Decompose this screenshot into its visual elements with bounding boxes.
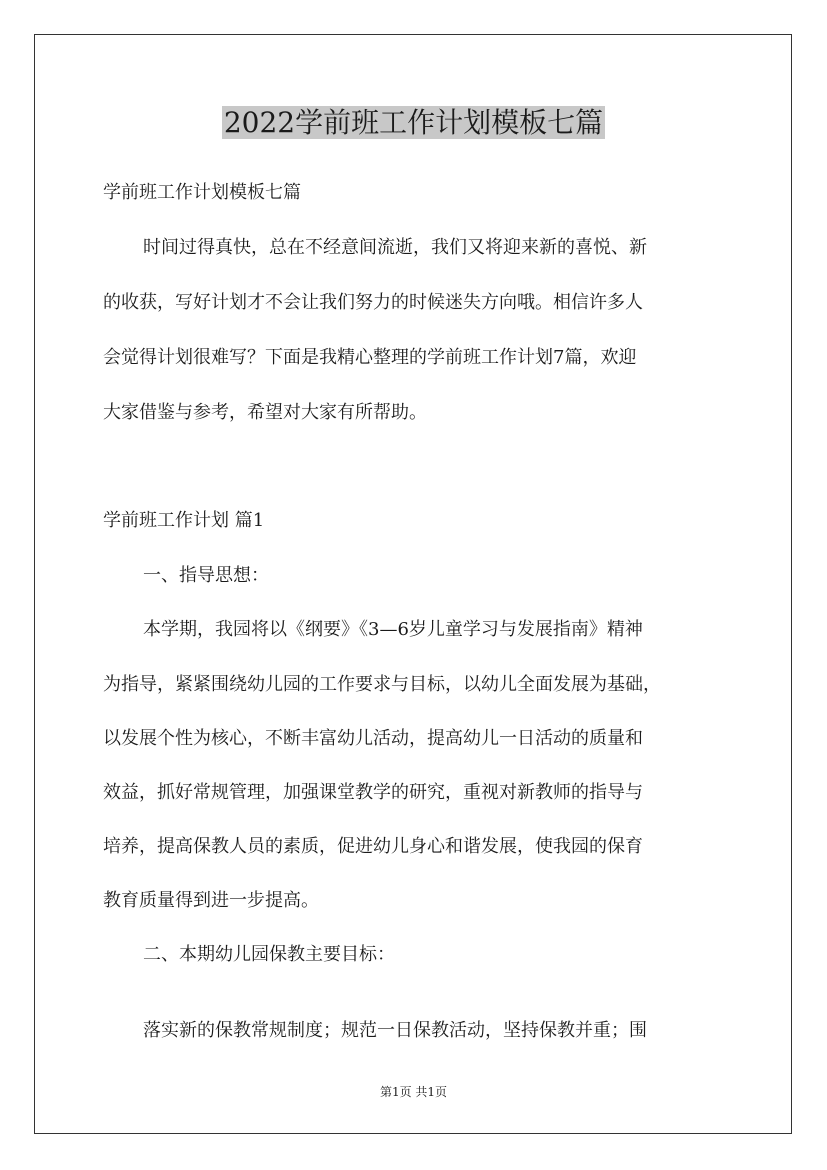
part1-line-6: 教育质量得到进一步提高。 [103, 890, 319, 911]
section-heading: 学前班工作计划 篇1 [103, 510, 265, 531]
intro-line-4: 大家借鉴与参考，希望对大家有所帮助。 [103, 402, 427, 423]
page-footer: 第1页 共1页 [379, 1085, 448, 1099]
part1-line-5: 培养，提高保教人员的素质，促进幼儿身心和谐发展，使我园的保育 [103, 836, 643, 857]
intro-line-2: 的收获，写好计划才不会让我们努力的时候迷失方向哦。相信许多人 [103, 292, 643, 313]
part1-heading: 一、指导思想： [143, 565, 269, 586]
part1-line-2: 为指导，紧紧围绕幼儿园的工作要求与目标，以幼儿全面发展为基础， [103, 674, 661, 695]
part1-line-4: 效益，抓好常规管理，加强课堂教学的研究，重视对新教师的指导与 [103, 782, 643, 803]
document-title: 2022学前班工作计划模板七篇 [223, 106, 604, 139]
part1-line-1: 本学期，我园将以《纲要》《3—6岁儿童学习与发展指南》精神 [143, 619, 643, 640]
part1-line-3: 以发展个性为核心，不断丰富幼儿活动，提高幼儿一日活动的质量和 [103, 728, 643, 749]
intro-line-3: 会觉得计划很难写？下面是我精心整理的学前班工作计划7篇，欢迎 [103, 347, 637, 368]
subtitle: 学前班工作计划模板七篇 [103, 182, 301, 203]
part2-heading: 二、本期幼儿园保教主要目标： [143, 944, 395, 965]
part2-line-1: 落实新的保教常规制度；规范一日保教活动，坚持保教并重；围 [143, 1020, 647, 1041]
intro-line-1: 时间过得真快，总在不经意间流逝，我们又将迎来新的喜悦、新 [143, 237, 647, 258]
